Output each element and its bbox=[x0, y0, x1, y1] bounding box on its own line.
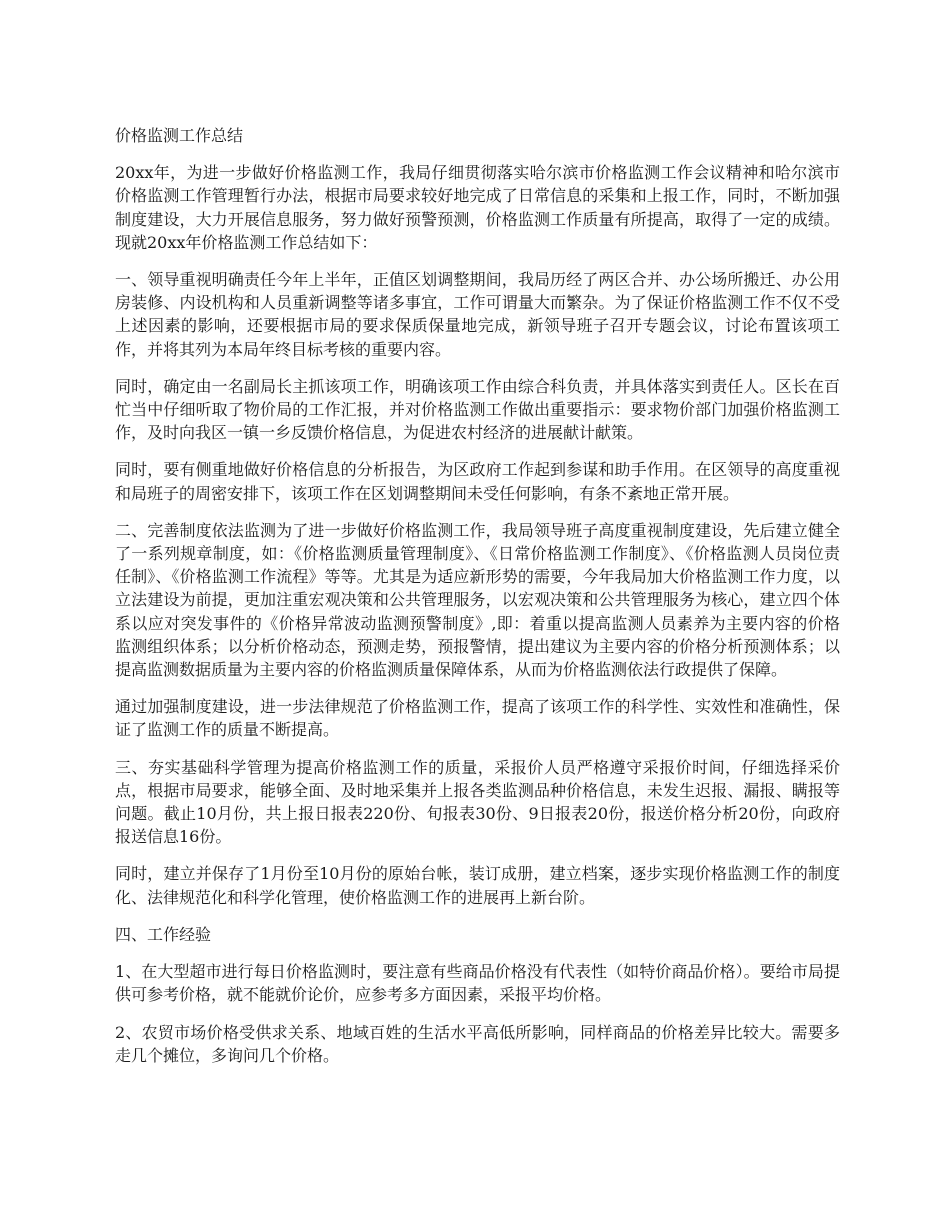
paragraph-section-3: 三、夯实基础科学管理为提高价格监测工作的质量，采报价人员严格遵守采报价时间，仔细选择采价点，根据市局要求，能够全面、及时地采集并上报各类监测品种价格信息，未发生迟报、漏报、瞒报等问题。截止10月份，共上报日报表220份、旬报表30份、9日报表20份，报送价格分析20份，向政府报送信息16份。 bbox=[115, 757, 840, 847]
paragraph-section-1: 一、领导重视明确责任今年上半年，正值区划调整期间，我局历经了两区合并、办公场所搬迁、办公用房装修、内设机构和人员重新调整等诸多事宜，工作可谓量大而繁杂。为了保证价格监测工作不仅不受上述因素的影响，还要根据市局的要求保质保量地完成，新领导班子召开专题会议，讨论布置该项工作，并将其列为本局年终目标考核的重要内容。 bbox=[115, 270, 840, 359]
section-heading-4: 四、工作经验 bbox=[115, 924, 212, 944]
paragraph: 同时，建立并保存了1月份至10月份的原始台帐，装订成册，建立档案，逐步实现价格监测工作的制度化、法律规范化和科学化管理，使价格监测工作的进展再上新台阶。 bbox=[115, 864, 840, 907]
paragraph: 同时，要有侧重地做好价格信息的分析报告，为区政府工作起到参谋和助手作用。在区领导的高度重视和局班子的周密安排下，该项工作在区划调整期间未受任何影响，有条不紊地正常开展。 bbox=[115, 460, 840, 503]
paragraph-intro: 20xx年，为进一步做好价格监测工作，我局仔细贯彻落实哈尔滨市价格监测工作会议精神和哈尔滨市价格监测工作管理暂行办法，根据市局要求较好地完成了日常信息的采集和上报工作，同时，不断加强制度建设，大力开展信息服务，努力做好预警预测，价格监测工作质量有所提高，取得了一定的成绩。现就20xx年价格监测工作总结如下： bbox=[115, 163, 840, 252]
document-title: 价格监测工作总结 bbox=[115, 126, 244, 145]
paragraph: 同时，确定由一名副局长主抓该项工作，明确该项工作由综合科负责，并具体落实到责任人。区长在百忙当中仔细听取了物价局的工作汇报，并对价格监测工作做出重要指示：要求物价部门加强价格监测工作，及时向我区一镇一乡反馈价格信息，为促进农村经济的进展献计献策。 bbox=[115, 376, 840, 443]
list-item: 2、农贸市场价格受供求关系、地域百姓的生活水平高低所影响，同样商品的价格差异比较大。需要多走几个摊位，多询问几个价格。 bbox=[115, 1022, 840, 1065]
paragraph: 通过加强制度建设，进一步法律规范了价格监测工作，提高了该项工作的科学性、实效性和准确性，保证了监测工作的质量不断提高。 bbox=[115, 697, 840, 740]
paragraph-section-2: 二、完善制度依法监测为了进一步做好价格监测工作，我局领导班子高度重视制度建设，先后建立健全了一系列规章制度，如：《价格监测质量管理制度》、《日常价格监测工作制度》、《价格监测人员岗位责任制》、《价格监测工作流程》等等。尤其是为适应新形势的需要，今年我局加大价格监测工作力度，以立法建设为前提，更加注重宏观决策和公共管理服务，以宏观决策和公共管理服务为核心，建立四个体系以应对突发事件的《价格异常波动监测预警制度》,即：着重以提高监测人员素养为主要内容的价格监测组织体系；以分析价格动态，预测走势，预报警情，提出建议为主要内容的价格分析预测体系；以提高监测数据质量为主要内容的价格监测质量保障体系，从而为价格监测依法行政提供了保障。 bbox=[115, 520, 840, 680]
document-body bbox=[115, 124, 840, 1081]
list-item: 1、在大型超市进行每日价格监测时，要注意有些商品价格没有代表性（如特价商品价格）。要给市局提供可参考价格，就不能就价论价，应参考多方面因素，采报平均价格。 bbox=[115, 962, 840, 1005]
